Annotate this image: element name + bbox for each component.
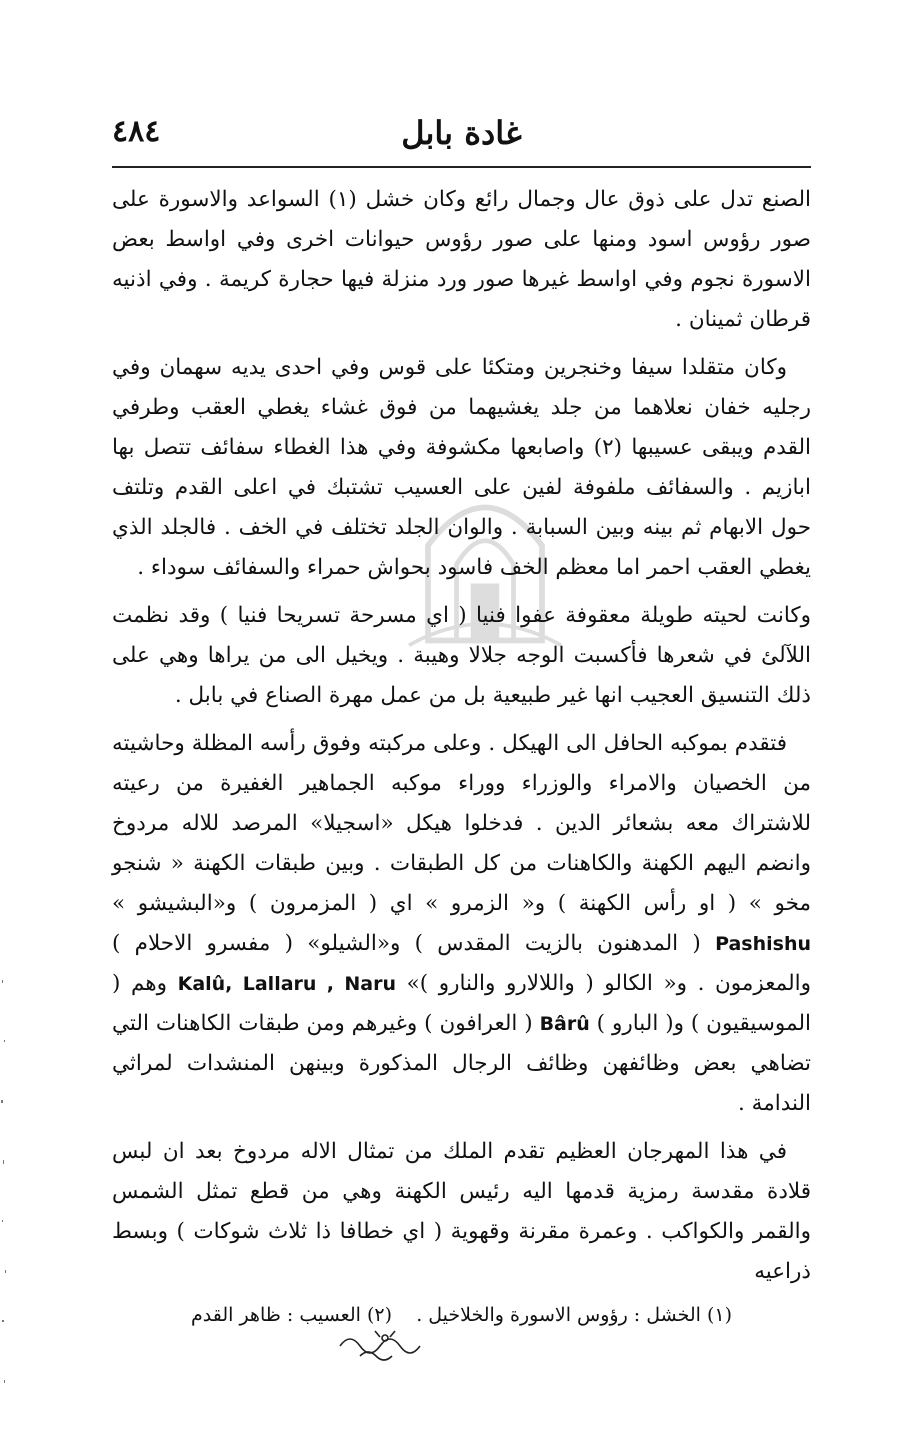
scan-edge-noise xyxy=(0,0,8,1433)
paragraph-1: الصنع تدل على ذوق عال وجمال رائع وكان خشل (١) السواعد والاسورة على صور رؤوس اسود ومنها على صور رؤوس حيوانات اخرى وفي اواسط بعض الاسورة نجوم وفي اواسط غيرها صور ورد منزلة فيها حجارة كريمة . وفي اذنيه قرطان ثمينان . xyxy=(112,187,811,332)
body-text xyxy=(112,180,811,1300)
paragraph-4-part-d: ( العرافون ) وغيرهم ومن طبقات الكاهنات التي تضاهي بعض وظائفهن وظائف الرجال المذكورة وبينهن المنشدات لمراثي الندامة . xyxy=(112,1011,811,1116)
footer-ornament xyxy=(330,1326,440,1366)
page-header xyxy=(112,108,811,158)
footnotes xyxy=(112,1300,811,1330)
paragraph-4-part-a: فتقدم بموكبه الحافل الى الهيكل . وعلى مركبته وفوق رأسه المظلة وحاشيته من الخصيان والامراء والوزراء ووراء موكبه الجماهير الغفيرة من رعيته للاشتراك معه بشعائر الدين . فدخلوا هيكل «اسجيلا» المرصد للاله مردوخ وانضم اليهم الكهنة والكاهنات من كل الطبقات . وبين طبقات الكهنة « شنجو مخو » ( او رأس الكهنة ) و« الزمرو » اي ( المزمرون ) و«البشيشو » xyxy=(112,731,811,916)
paragraph-4-part-c: وهم ( الموسيقيون ) و( البارو ) xyxy=(112,971,811,1036)
paragraph-3: وكانت لحيته طويلة معقوفة عفوا فنيا ( اي مسرحة تسريحا فنيا ) وقد نظمت اللآلئ في شعرها فأكسبت الوجه جلالا وهيبة . ويخيل الى من يراها وهي على ذلك التنسيق العجيب انها غير طبيعية بل من عمل مهرة الصناع في بابل . xyxy=(112,603,811,708)
paragraph-5: في هذا المهرجان العظيم تقدم الملك من تمثال الاله مردوخ بعد ان لبس قلادة مقدسة رمزية قدمها اليه رئيس الكهنة وهي من قطع تمثل الشمس والقمر والكواكب . وعمرة مقرنة وقهوية ( اي خطافا ذا ثلاث شوكات ) وبسط ذراعيه xyxy=(112,1139,811,1284)
paragraph-4 xyxy=(112,724,811,1124)
footnote-2: (٢) العسيب : ظاهر القدم xyxy=(190,1304,393,1326)
page-number: ٤٨٤ xyxy=(112,114,161,149)
latin-term-baru: Bârû xyxy=(539,1013,590,1035)
latin-term-kalu-lallaru-naru: Kalû, Lallaru , Naru xyxy=(177,973,396,995)
paragraph-2: وكان متقلدا سيفا وخنجرين ومتكئا على قوس وفي احدى يديه سهمان وفي رجليه خفان نعلاهما من جلد يغشيهما من فوق غشاء يغطي العقب وطرفي القدم ويبقى عسيبها (٢) واصابعها مكشوفة وفي هذا الغطاء سفائف تتصل بها ابازيم . والسفائف ملفوفة لفين على العسيب تشتبك في اعلى القدم وتلتف حول الابهام ثم بينه وبين السبابة . والوان الجلد تختلف في الخف . فالجلد الذي يغطي العقب احمر اما معظم الخف فاسود بحواش حمراء والسفائف سوداء . xyxy=(112,355,811,580)
header-rule xyxy=(112,166,811,168)
paragraph-4-part-b: ( المدهنون بالزيت المقدس ) و«الشيلو» ( مفسرو الاحلام ) والمعزمون . و« الكالو ( واللالارو والنارو )» xyxy=(112,931,811,996)
running-title: غادة بابل xyxy=(401,114,522,152)
latin-term-pashishu: Pashishu xyxy=(715,933,812,955)
footnote-1: (١) الخشل : رؤوس الاسورة والخلاخيل . xyxy=(416,1304,733,1326)
